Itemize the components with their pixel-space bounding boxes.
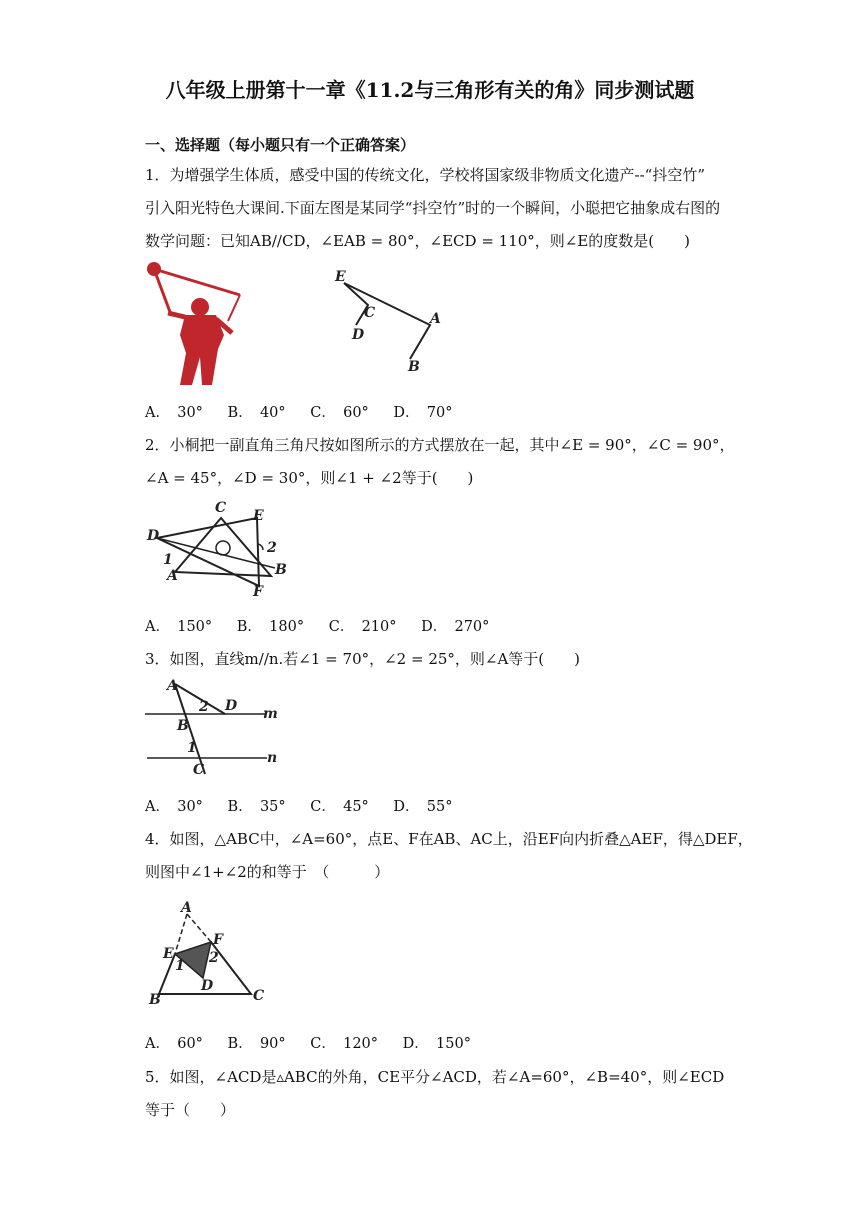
q3-label-a: A xyxy=(167,678,178,694)
q4-label-1: 1 xyxy=(175,958,185,974)
q2-label-1: 1 xyxy=(163,552,173,568)
q3-label-2: 2 xyxy=(199,699,209,715)
q1-line-2: 引入阳光特色大课间.下面左图是某同学“抖空竹”时的一个瞬间，小聪把它抽象成右图的 xyxy=(145,199,721,217)
q4-option-c[interactable]: C． 120° xyxy=(310,1036,379,1052)
q2-option-a[interactable]: A． 150° xyxy=(145,619,213,635)
q3-label-1: 1 xyxy=(187,740,197,756)
q3-figure xyxy=(145,676,285,778)
q3-line-1: 3．如图，直线m//n.若∠1 = 70°，∠2 = 25°，则∠A等于( ) xyxy=(145,650,581,668)
q4-label-c: C xyxy=(253,988,265,1004)
q4-figure xyxy=(145,900,275,1008)
q4-option-b[interactable]: B． 90° xyxy=(227,1036,286,1052)
q3-label-d: D xyxy=(225,698,238,714)
q2-figure xyxy=(145,500,295,600)
q1-label-c: C xyxy=(364,305,376,321)
q2-label-f: F xyxy=(253,584,263,600)
q2-label-e: E xyxy=(253,508,264,524)
q1-line-1: 1．为增强学生体质，感受中国的传统文化，学校将国家级非物质文化遗产--“抖空竹” xyxy=(145,166,706,184)
q1-label-a: A xyxy=(430,311,441,327)
q2-option-d[interactable]: D． 270° xyxy=(421,619,490,635)
q3-label-m: m xyxy=(263,706,278,722)
q2-options xyxy=(145,615,509,636)
q3-option-b[interactable]: B． 35° xyxy=(227,799,286,815)
q1-option-c[interactable]: C． 60° xyxy=(310,405,369,421)
q3-label-b: B xyxy=(177,718,189,734)
q4-option-a[interactable]: A． 60° xyxy=(145,1036,203,1052)
q3-label-n: n xyxy=(267,750,278,766)
q1-label-e: E xyxy=(335,269,346,285)
q4-line-2: 则图中∠1+∠2的和等于 （ ） xyxy=(145,863,390,881)
section-heading: 一、选择题（每小题只有一个正确答案） xyxy=(145,136,416,154)
q3-option-a[interactable]: A． 30° xyxy=(145,799,203,815)
q4-label-2: 2 xyxy=(209,950,219,966)
q1-geometry-figure xyxy=(330,267,450,377)
q2-label-2: 2 xyxy=(267,540,277,556)
q5-line-1: 5．如图，∠ACD是▵ABC的外角，CE平分∠ACD，若∠A=60°，∠B=40°，则∠ECD xyxy=(145,1068,725,1086)
q3-options xyxy=(145,795,473,816)
q1-option-b[interactable]: B． 40° xyxy=(227,405,286,421)
q4-label-e: E xyxy=(163,946,174,962)
q2-label-c: C xyxy=(215,500,227,516)
q3-label-c: C xyxy=(193,762,205,778)
q4-option-d[interactable]: D． 150° xyxy=(402,1036,471,1052)
q2-line-1: 2．小桐把一副直角三角尺按如图所示的方式摆放在一起，其中∠E = 90°，∠C = 90°， xyxy=(145,436,735,454)
q3-option-c[interactable]: C． 45° xyxy=(310,799,369,815)
q1-photo-figure xyxy=(140,257,250,392)
q4-options xyxy=(145,1032,491,1053)
q2-line-2: ∠A = 45°，∠D = 30°，则∠1 + ∠2等于( ) xyxy=(145,469,474,487)
document-title: 八年级上册第十一章《11.2与三角形有关的角》同步测试题 xyxy=(165,78,695,102)
q1-option-a[interactable]: A． 30° xyxy=(145,405,203,421)
q4-line-1: 4．如图，△ABC中，∠A=60°，点E、F在AB、AC上，沿EF向内折叠△AEF，得△DEF， xyxy=(145,830,753,848)
q2-label-a: A xyxy=(167,568,178,584)
q2-label-b: B xyxy=(275,562,287,578)
q1-label-b: B xyxy=(408,359,420,375)
q2-option-b[interactable]: B． 180° xyxy=(236,619,305,635)
q2-label-d: D xyxy=(147,528,160,544)
q5-line-2: 等于（ ） xyxy=(145,1101,236,1119)
q1-line-3: 数学问题：已知AB//CD，∠EAB = 80°，∠ECD = 110°，则∠E的度数是( ) xyxy=(145,232,691,250)
q4-label-f: F xyxy=(213,932,223,948)
q4-label-d: D xyxy=(201,978,214,994)
q4-label-a: A xyxy=(181,900,192,916)
q1-option-d[interactable]: D． 70° xyxy=(393,405,453,421)
q2-option-c[interactable]: C． 210° xyxy=(328,619,397,635)
q3-option-d[interactable]: D． 55° xyxy=(393,799,453,815)
q1-label-d: D xyxy=(352,327,365,343)
q1-options xyxy=(145,401,473,422)
q4-label-b: B xyxy=(149,992,161,1008)
